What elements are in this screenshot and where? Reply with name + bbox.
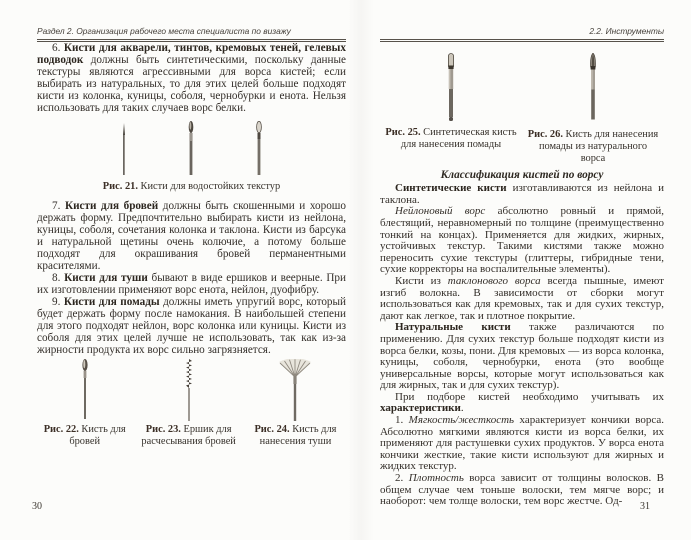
liner-brush-icon (120, 123, 128, 177)
paragraph-natural: Натуральные кисти также различаются по применению. Для сухих текстур больше подходят кисти из ворса белки, козы, пони. Для кремовых — из ворса колонка, куницы, соболя, чернобурки, енота (это вообще универсальные ворсы, которые могут использоваться как для жирных, так и для сухих текстур). (380, 321, 664, 392)
left-page-number: 30 (32, 501, 42, 512)
paragraph-taklon: Кисти из таклонового ворса всегда пышные, имеют изгиб волокна. В зависимости от сборки могут использоваться как для кремовых, так и для сухих текстур, дают как легкое, так и плотное покрытие. (380, 274, 664, 322)
brow-brush-icon (80, 359, 90, 421)
paragraph-characteristics: При подборе кистей необходимо учитывать их характеристики. (380, 390, 664, 415)
paragraph-6: 6. Кисти для акварели, тинтов, кремовых теней, гелевых подводок должны быть синтетическими, поскольку данные текстуры являются агрессивными для ворса кистей; если выбирать из натуральных, то для этих целей больше подходят кисти из колонка, куницы, соболя, чернобурки и енота. Нельзя использовать для таких случаев ворс белки. (37, 42, 346, 114)
flat-liner-brush-icon (254, 121, 264, 177)
left-page-body (37, 42, 346, 449)
figure-25-caption: Рис. 25. Синтетическая кисть для нанесения помады (385, 127, 517, 151)
spoolie-brush-icon (183, 359, 195, 421)
figure-22 (37, 359, 132, 448)
right-page (380, 0, 664, 540)
paragraph-softness: 1. Мягкость/жесткость характеризует кончики ворса. Абсолютно мягкими являются кисти из ворса белки, их применяют для растушевки сухих продуктов. У ворса енота кончики жесткие, такие кисти используют для жирных и жидких текстур. (380, 414, 664, 473)
paragraph-nylon: Нейлоновый ворс абсолютно ровный и прямой, блестящий, неравномерный по толщине (преимущественно тонкий на концах). Применяется для жидких, жирных, устойчивых текстур. Такими кистями также можно переносить сухие текстуры (глиттеры, гибридные тени, сухие корректоры на воспалительные элементы). (380, 205, 664, 276)
figures-25-26-row (380, 53, 664, 166)
figure-26 (527, 53, 659, 166)
round-brush-icon (186, 121, 196, 177)
figure-23 (132, 359, 245, 448)
right-page-body (380, 53, 664, 508)
page-seam (348, 0, 374, 540)
figure-23-caption: Рис. 23. Ершик для расчесывания бровей (141, 424, 236, 448)
right-page-number: 31 (640, 501, 650, 512)
figure-26-caption: Рис. 26. Кисть для нанесения помады из натурального ворса (527, 129, 659, 165)
paragraph-8: 8. Кисти для туши бывают в виде ершиков и веерные. При их изготовлении применяют ворс енота, нейлон, дуофибру. (37, 272, 346, 297)
synthetic-lip-brush-icon (445, 53, 457, 123)
figure-24 (245, 359, 346, 448)
figure-24-caption: Рис. 24. Кисть для нанесения туши (254, 424, 337, 448)
figure-21-illustration (37, 119, 346, 177)
natural-lip-brush-icon (587, 53, 599, 125)
figures-22-24-row (37, 359, 346, 448)
paragraph-density: 2. Плотность ворса зависит от толщины волосков. В общем случае чем тоньше волоски, тем мягче ворс; и наоборот: чем толще волоски, тем ворс жестче. Од- (380, 472, 665, 508)
section-heading: Классификация кистей по ворсу (440, 168, 604, 181)
left-page (32, 0, 347, 540)
figure-21-caption: Рис. 21. Кисти для водостойких текстур (102, 181, 281, 192)
figure-22-caption: Рис. 22. Кисть для бровей (43, 424, 126, 448)
figure-25 (385, 53, 517, 166)
paragraph-synthetic: Синтетические кисти изготавливаются из нейлона и таклона. (380, 182, 664, 206)
left-running-head: Раздел 2. Организация рабочего места специалиста по визажу (37, 26, 346, 42)
paragraph-7: 7. Кисти для бровей должны быть скошенными и хорошо держать форму. Предпочтительно выбирать кисти из нейлона, куницы, соболя, сочетания колонка и таклона. Кисти из барсука и натуральной щетины очень колючие, а потому больше подходят для окрашивания бровей перманентными красителями. (37, 200, 346, 273)
right-running-head: 2.2. Инструменты (380, 26, 664, 42)
paragraph-9: 9. Кисти для помады должны иметь упругий ворс, который будет держать форму после намокания. В наибольшей степени для этого подходят нейлон, ворс колонка или куницы. Кисти из соболя для этих целей лучше не использовать, так как из-за жирности продукта их ворс сильно загрязняется. (37, 296, 347, 357)
fan-brush-icon (277, 359, 313, 421)
